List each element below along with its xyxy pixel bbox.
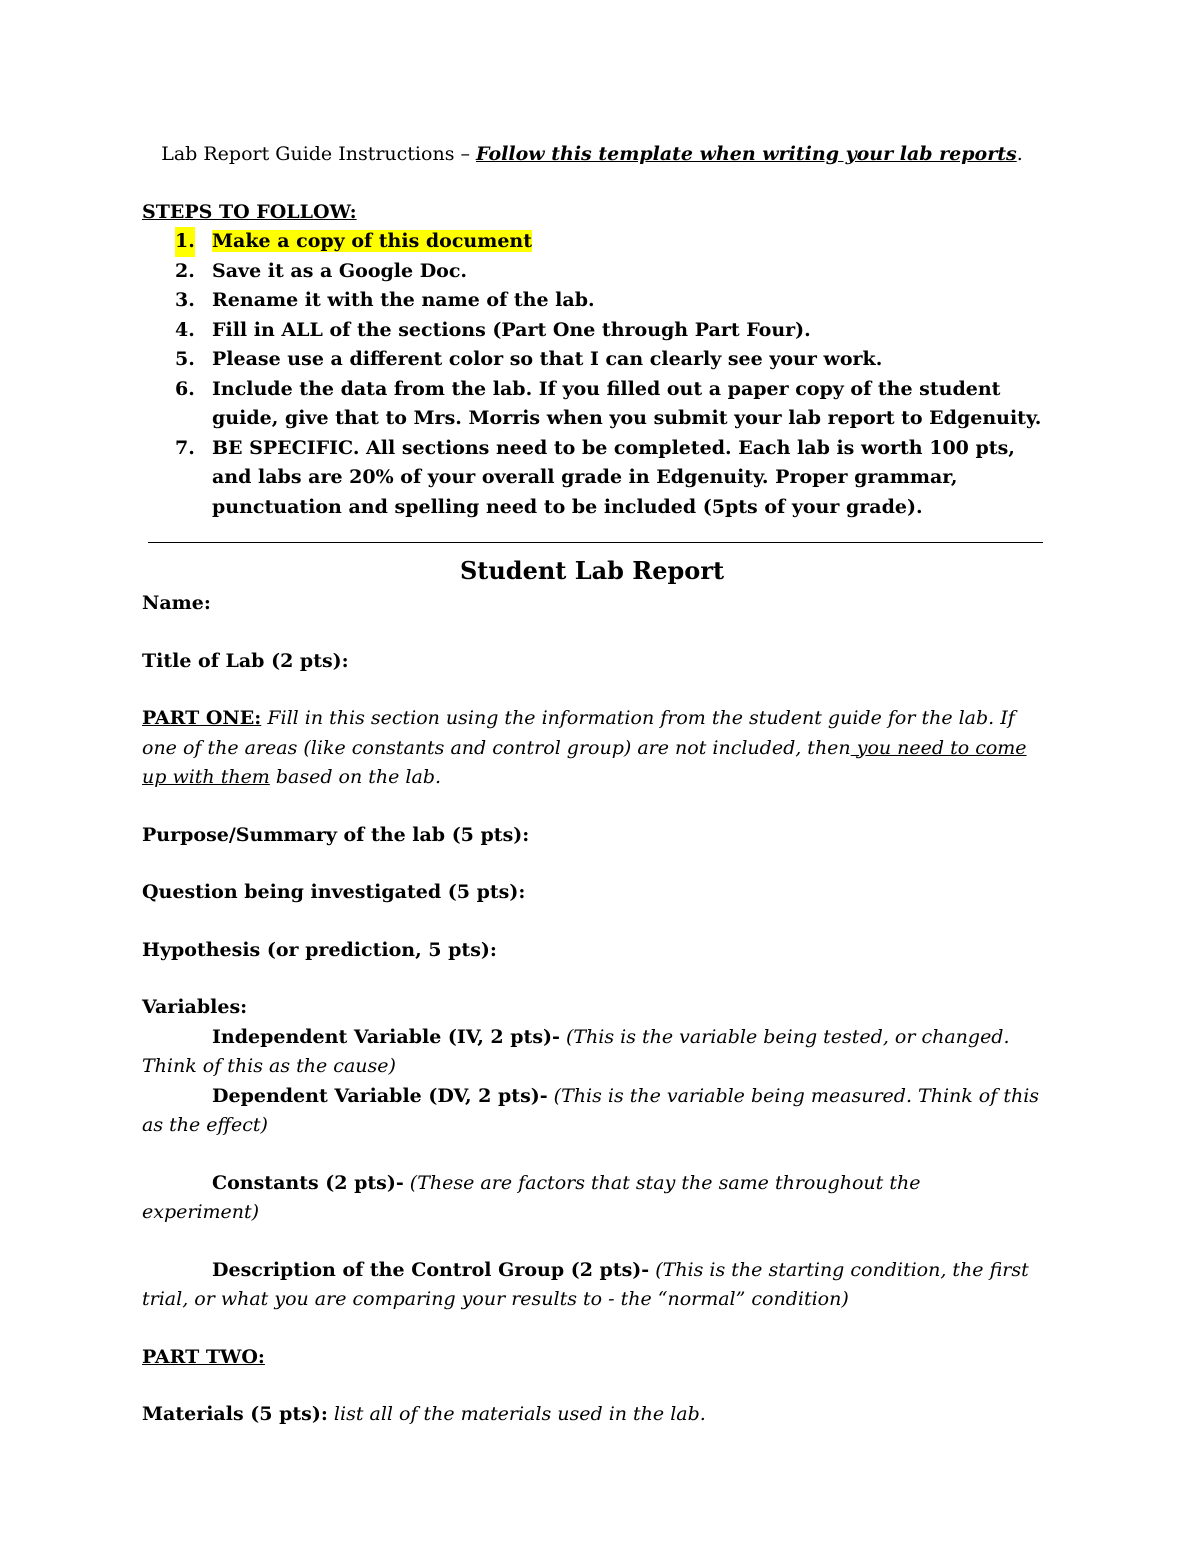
part-one-instr-underlined: you need to come up with them [142, 736, 1027, 788]
control-group-description: (This is the starting condition, the first trial, or what you are comparing your results to - the “normal” condition) [142, 1258, 1029, 1310]
step-item [142, 286, 1042, 316]
constants-description: (These are factors that stay the same throughout the experiment) [142, 1171, 921, 1223]
step-text: Fill in ALL of the sections (Part One through Part Four). [212, 318, 811, 341]
part-one-instructions [142, 704, 1042, 793]
step-number: 2. [175, 259, 195, 282]
step-text: Rename it with the name of the lab. [212, 289, 595, 311]
step-number: 5. [175, 348, 195, 370]
step-item [142, 227, 1042, 257]
report-title: Student Lab Report [459, 556, 725, 585]
step-number: 1. [175, 227, 195, 257]
step-number: 7. [175, 436, 195, 459]
step-item [142, 345, 1042, 375]
steps-heading: STEPS TO FOLLOW: [142, 200, 357, 223]
step-text: BE SPECIFIC. All sections need to be completed. Each lab is worth 100 pts, and labs are 20% of your overall grade in Edgenuity. Proper grammar, punctuation and spelling need to be included (5pts of your grade). [212, 436, 1015, 518]
hypothesis-field-label: Hypothesis (or prediction, 5 pts): [142, 938, 497, 961]
constants-label: Constants (2 pts)- [212, 1171, 404, 1194]
step-text: Save it as a Google Doc. [212, 259, 468, 282]
iv-label: Independent Variable (IV, 2 pts)- [212, 1025, 560, 1048]
purpose-field-label: Purpose/Summary of the lab (5 pts): [142, 823, 530, 846]
name-field-label: Name: [142, 592, 211, 614]
iv-description: (This is the variable being tested, or changed. Think of this as the cause) [142, 1025, 1010, 1077]
guide-title [142, 140, 1042, 170]
part-two-heading: PART TWO: [142, 1345, 265, 1368]
control-group-field [142, 1256, 1042, 1315]
horizontal-divider [148, 542, 1043, 543]
guide-title-period: . [1016, 143, 1023, 165]
step-item [142, 375, 1042, 434]
lab-title-field-label: Title of Lab (2 pts): [142, 649, 349, 672]
independent-variable-field [142, 1023, 1042, 1082]
part-one-heading: PART ONE: [142, 707, 262, 729]
step-item [142, 257, 1042, 287]
variables-label: Variables: [142, 996, 248, 1018]
materials-description: list all of the materials used in the lab. [327, 1403, 706, 1425]
guide-title-plain: Lab Report Guide Instructions – [161, 143, 477, 165]
dv-description: (This is the variable being measured. Think of this as the effect) [142, 1084, 1040, 1136]
steps-list [142, 227, 1042, 522]
step-text: Please use a different color so that I can clearly see your work. [212, 348, 883, 370]
step-item [142, 434, 1042, 523]
step-number: 3. [175, 289, 195, 311]
step-text-highlighted: Make a copy of this document [212, 230, 533, 252]
document-page [142, 140, 1042, 1430]
question-field-label: Question being investigated (5 pts): [142, 881, 526, 903]
constants-field [142, 1169, 1042, 1228]
materials-label: Materials (5 pts): [142, 1403, 328, 1425]
dependent-variable-field [142, 1082, 1042, 1141]
step-text: Include the data from the lab. If you filled out a paper copy of the student guide, give that to Mrs. Morris when you submit your lab report to Edgenuity. [212, 377, 1042, 429]
materials-field [142, 1400, 1042, 1430]
part-one-instr-b: based on the lab. [269, 766, 442, 788]
dv-label: Dependent Variable (DV, 2 pts)- [212, 1084, 548, 1107]
step-number: 6. [175, 377, 195, 400]
control-group-label: Description of the Control Group (2 pts)- [212, 1258, 650, 1281]
guide-title-emphasis: Follow this template when writing your lab reports [476, 143, 1017, 165]
step-number: 4. [175, 318, 195, 341]
step-item [142, 316, 1042, 346]
part-one-instr-a: Fill in this section using the information from the student guide for the lab. If one of the areas (like constants and control group) are not included, then [142, 707, 1015, 759]
